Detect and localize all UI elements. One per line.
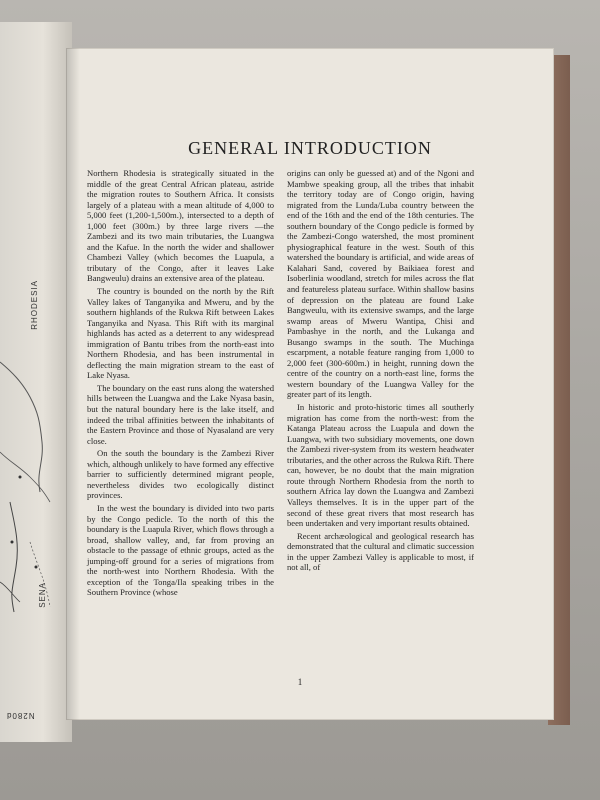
facing-page-map (0, 22, 72, 742)
page-title: GENERAL INTRODUCTION (188, 138, 432, 158)
paragraph: origins can only be guessed at) and of the Ngoni and Mambwe speaking group, all the tribes that inhabit the territory today are of Congo origin, having migrated from the Lunda/Luba country between the end of the 16th and the end of the 18th centuries. The southern boundary of the Congo pedicle is formed by the Zambezi-Congo watershed, the most prominent physiographical feature in the west. South of this watershed the boundary is artificial, and wide areas of Kalahari Sand, covered by Baikiaea forest and Isoberlinia woodland, stretch for miles across the flat and featureless plateau surface. Within shallow basins of depression on the plateau are found Lake Bangweulu, with its extensive swamps, and the large swamp areas of Mweru Wantipa, Chisi and Pambashye in the north, and the Lukanga and Busango swamps in the south. The Muchinga escarpment, a notable feature ranging from 1,000 to 2,000 feet (300-600m.) in height, running down the centre of the country on a north-east line, forms the western boundary of the Luangwa Valley for the greater part of its length. (287, 168, 474, 400)
map-label-rhodesia: RHODESIA (30, 280, 39, 330)
paragraph: In historic and proto-historic times all southerly migration has come from the north-west: from the Katanga Plateau across the Luapula and down the Luangwa, with two subsidiary movements, one down the Zambezi river-system from its western headwater tributaries, and the other across the Rukwa Rift. There can, however, be no doubt that the main migration route through Northern Rhodesia from the north to southern Africa lay down the Luangwa and Zambezi Valleys themselves. It is in the upper part of the second of these great rivers that most research has been undertaken and very important results obtained. (287, 402, 474, 529)
paragraph: In the west the boundary is divided into two parts by the Congo pedicle. To the north of this the boundary is the Luapula River, which flows through a broad, shallow valley, and, far from proving an obstacle to the passage of ethnic groups, acted as the jumping-off ground for a series of migrations from the north-west into Northern Rhodesia. With the exception of the Tonga/Ila speaking tribes in the Southern Province (whose (87, 502, 274, 598)
map-illustration (0, 22, 72, 742)
paragraph: On the south the boundary is the Zambezi River which, although unlikely to have formed any effective barrier to sufficiently determined migrant people, nevertheless divides two ecologically distinct provinces. (87, 448, 274, 501)
map-label-sena: SENA (38, 582, 47, 608)
page-number: 1 (297, 677, 303, 687)
map-label-code: N280d (6, 711, 35, 720)
paragraph: Northern Rhodesia is strategically situated in the middle of the great Central African plateau, astride the migration routes to Southern Africa. It consists largely of a plateau with a mean altitude of 4,000 to 5,000 feet (1,200-1,500m.), intersected to a depth of 1,000 feet (300m.) by three large rivers —the Zambezi and its two main tributaries, the Luangwa and the Kafue. In the north the wider and shallower Chambezi Valley (which becomes the Luapula, a tributary of the Congo, after it leaves Lake Bangweulu) drains an extensive area of the plateau. (87, 168, 274, 284)
paragraph: The boundary on the east runs along the watershed hills between the Luangwa and the Lake Nyasa basin, but the natural boundary here is the lake itself, and indeed the tribal affinities between the inhabitants of the Eastern Province and those of Nyasaland are very close. (87, 382, 274, 446)
paragraph: The country is bounded on the north by the Rift Valley lakes of Tanganyika and Mweru, and by the southern highlands of the Rukwa Rift between Lakes Tanganyika and Nyasa. This Rift with its marginal highlands has acted as a deterrent to any widespread immigration of Bantu tribes from the north-east into Northern Rhodesia, and has been instrumental in deflecting the main migration stream to the east of Lake Nyasa. (87, 286, 274, 381)
left-text-column (87, 168, 274, 598)
paragraph: Recent archæological and geological research has demonstrated that the cultural and climatic succession in the upper Zambezi Valley is applicable to most, if not all, of (287, 530, 474, 573)
right-text-column (287, 168, 474, 573)
